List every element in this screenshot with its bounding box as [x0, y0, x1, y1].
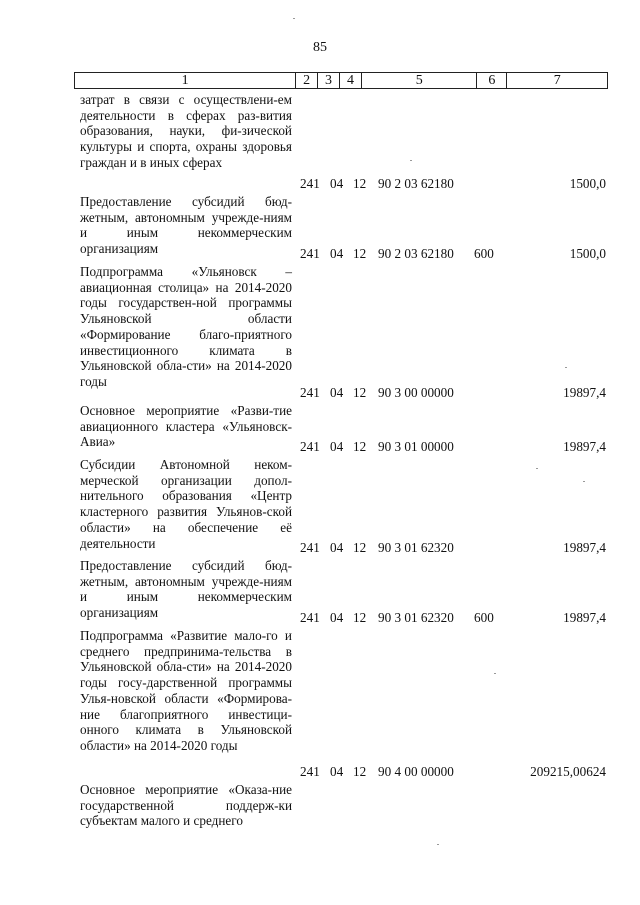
scan-speck [293, 18, 295, 19]
csr-code: 90 3 01 62320 [378, 540, 454, 556]
row-amount: 1500,0 [569, 246, 606, 262]
csr-code: 90 2 03 62180 [378, 176, 454, 192]
csr-code: 90 4 00 00000 [378, 764, 454, 780]
header-col-1: 1 [75, 73, 296, 88]
table-row [0, 782, 640, 832]
ved-code: 241 [300, 764, 320, 780]
row-codes [300, 176, 504, 192]
rz-code: 04 [330, 439, 344, 455]
header-col-5: 5 [362, 73, 478, 88]
rz-code: 04 [330, 246, 344, 262]
row-amount: 1500,0 [569, 176, 606, 192]
ved-code: 241 [300, 439, 320, 455]
csr-code: 90 3 00 00000 [378, 385, 454, 401]
row-codes [300, 610, 504, 626]
row-name: Субсидии Автономной неком-мерческой организации допол-нительного образования «Центр кластерного развития Ульянов-ской области» на обеспечение её деятельности [80, 457, 292, 551]
vr-code [474, 540, 504, 556]
scan-speck [410, 160, 412, 161]
ved-code: 241 [300, 385, 320, 401]
row-codes [300, 439, 504, 455]
row-name: затрат в связи с осуществлени-ем деятельности в сферах раз-вития образования, науки, фи-зической культуры и спорта, охраны здоровья граждан и в иных сферах [80, 92, 292, 170]
scan-speck [437, 844, 439, 845]
row-amount: 19897,4 [563, 385, 606, 401]
scan-speck [536, 468, 538, 469]
row-name: Предоставление субсидий бюд-жетным, автономным учрежде-ниям и иным некоммерческим организациям [80, 194, 292, 257]
rz-code: 04 [330, 540, 344, 556]
vr-code [474, 176, 504, 192]
vr-code [474, 764, 504, 780]
row-name: Основное мероприятие «Разви-тие авиационного кластера «Ульяновск-Авиа» [80, 403, 292, 450]
row-name: Подпрограмма «Ульяновск – авиационная столица» на 2014-2020 годы государствен-ной программы Ульяновской области «Формирование благо-приятного инвестиционного климата в Ульяновской обла-сти» на 2014-2020 годы [80, 264, 292, 389]
row-amount: 209215,00624 [530, 764, 606, 780]
rz-code: 04 [330, 764, 344, 780]
csr-code: 90 3 01 62320 [378, 610, 454, 626]
table-row [0, 628, 640, 780]
table-row [0, 92, 640, 192]
row-codes [300, 385, 504, 401]
header-col-7: 7 [553, 73, 561, 88]
table-row [0, 558, 640, 626]
rz-code: 04 [330, 610, 344, 626]
table-row [0, 194, 640, 262]
header-col-2: 2 [296, 73, 318, 88]
pr-code: 12 [353, 610, 367, 626]
table-header [74, 72, 608, 89]
rz-code: 04 [330, 176, 344, 192]
pr-code: 12 [353, 764, 367, 780]
row-amount: 19897,4 [563, 540, 606, 556]
rz-code: 04 [330, 385, 344, 401]
table-row [0, 457, 640, 556]
pr-code: 12 [353, 246, 367, 262]
row-name: Основное мероприятие «Оказа-ние государственной поддерж-ки субъектам малого и среднего [80, 782, 292, 829]
header-col-4: 4 [340, 73, 362, 88]
csr-code: 90 3 01 00000 [378, 439, 454, 455]
row-codes [300, 764, 504, 780]
scan-speck [565, 367, 567, 368]
row-codes [300, 246, 504, 262]
pr-code: 12 [353, 385, 367, 401]
page-number: 85 [313, 40, 327, 55]
ved-code: 241 [300, 176, 320, 192]
row-amount: 19897,4 [563, 439, 606, 455]
vr-code: 600 [474, 610, 494, 626]
header-col-3: 3 [318, 73, 340, 88]
row-amount: 19897,4 [563, 610, 606, 626]
header-col-6: 6 [477, 73, 507, 88]
scan-speck [583, 481, 585, 482]
table-row [0, 403, 640, 455]
pr-code: 12 [353, 176, 367, 192]
vr-code [474, 385, 504, 401]
ved-code: 241 [300, 246, 320, 262]
pr-code: 12 [353, 439, 367, 455]
table-row [0, 264, 640, 401]
row-name: Подпрограмма «Развитие мало-го и среднего предпринима-тельства в Ульяновской обла-сти» на 2014-2020 годы госу-дарственной программы Улья-новской области «Формирова-ние благоприятного инвестици-онного климата в Ульяновской области» на 2014-2020 годы [80, 628, 292, 753]
vr-code: 600 [474, 246, 494, 262]
row-name: Предоставление субсидий бюд-жетным, автономным учрежде-ниям и иным некоммерческим организациям [80, 558, 292, 621]
ved-code: 241 [300, 610, 320, 626]
ved-code: 241 [300, 540, 320, 556]
scan-speck [494, 673, 496, 674]
row-codes [300, 540, 504, 556]
pr-code: 12 [353, 540, 367, 556]
vr-code [474, 439, 504, 455]
csr-code: 90 2 03 62180 [378, 246, 454, 262]
